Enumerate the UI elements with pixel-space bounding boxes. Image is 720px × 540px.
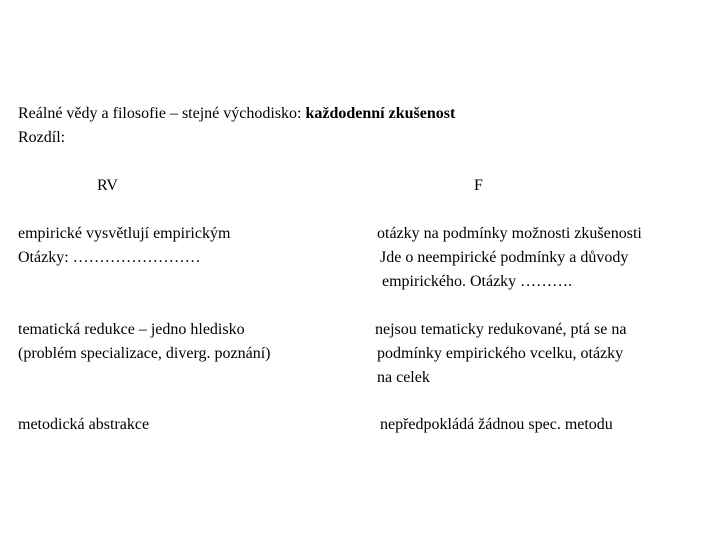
row-1-right [377,222,642,294]
row-2-left-line-1: tematická redukce – jedno hledisko [18,321,245,338]
row-3-left-line-1: metodická abstrakce [18,416,150,433]
intro-bold-term: každodenní zkušenost [305,105,456,122]
intro-text: Reálné vědy a filosofie – stejné východisko: [18,105,306,122]
row-1-left-line-1: empirické vysvětlují empirickým [18,225,231,242]
row-3-right-line-1: nepředpokládá žádnou spec. metodu [380,416,613,433]
row-1-left [18,222,230,270]
intro-block [18,102,455,150]
row-2-right [375,318,626,390]
row-1-left-line-2: Otázky: …………………… [18,249,201,266]
row-1-right-line-1: otázky na podmínky možnosti zkušenosti [377,225,642,242]
column-heading-rv: RV [97,177,118,194]
intro-line [18,102,455,126]
row-1-right-line-2: Jde o neempirické podmínky a důvody [380,249,629,266]
row-3-left [18,413,149,437]
intro-subheading: Rozdíl: [18,129,66,146]
row-2-right-line-1: nejsou tematicky redukované, ptá se na [375,321,627,338]
row-2-right-line-2: podmínky empirického vcelku, otázky [377,345,624,362]
column-heading-f: F [474,177,483,194]
row-1-right-line-3: empirického. Otázky ………. [382,273,573,290]
row-2-left [18,318,270,366]
row-2-left-line-2: (problém specializace, diverg. poznání) [18,345,271,362]
row-3-right [380,413,613,437]
row-2-right-line-3: na celek [377,369,430,386]
